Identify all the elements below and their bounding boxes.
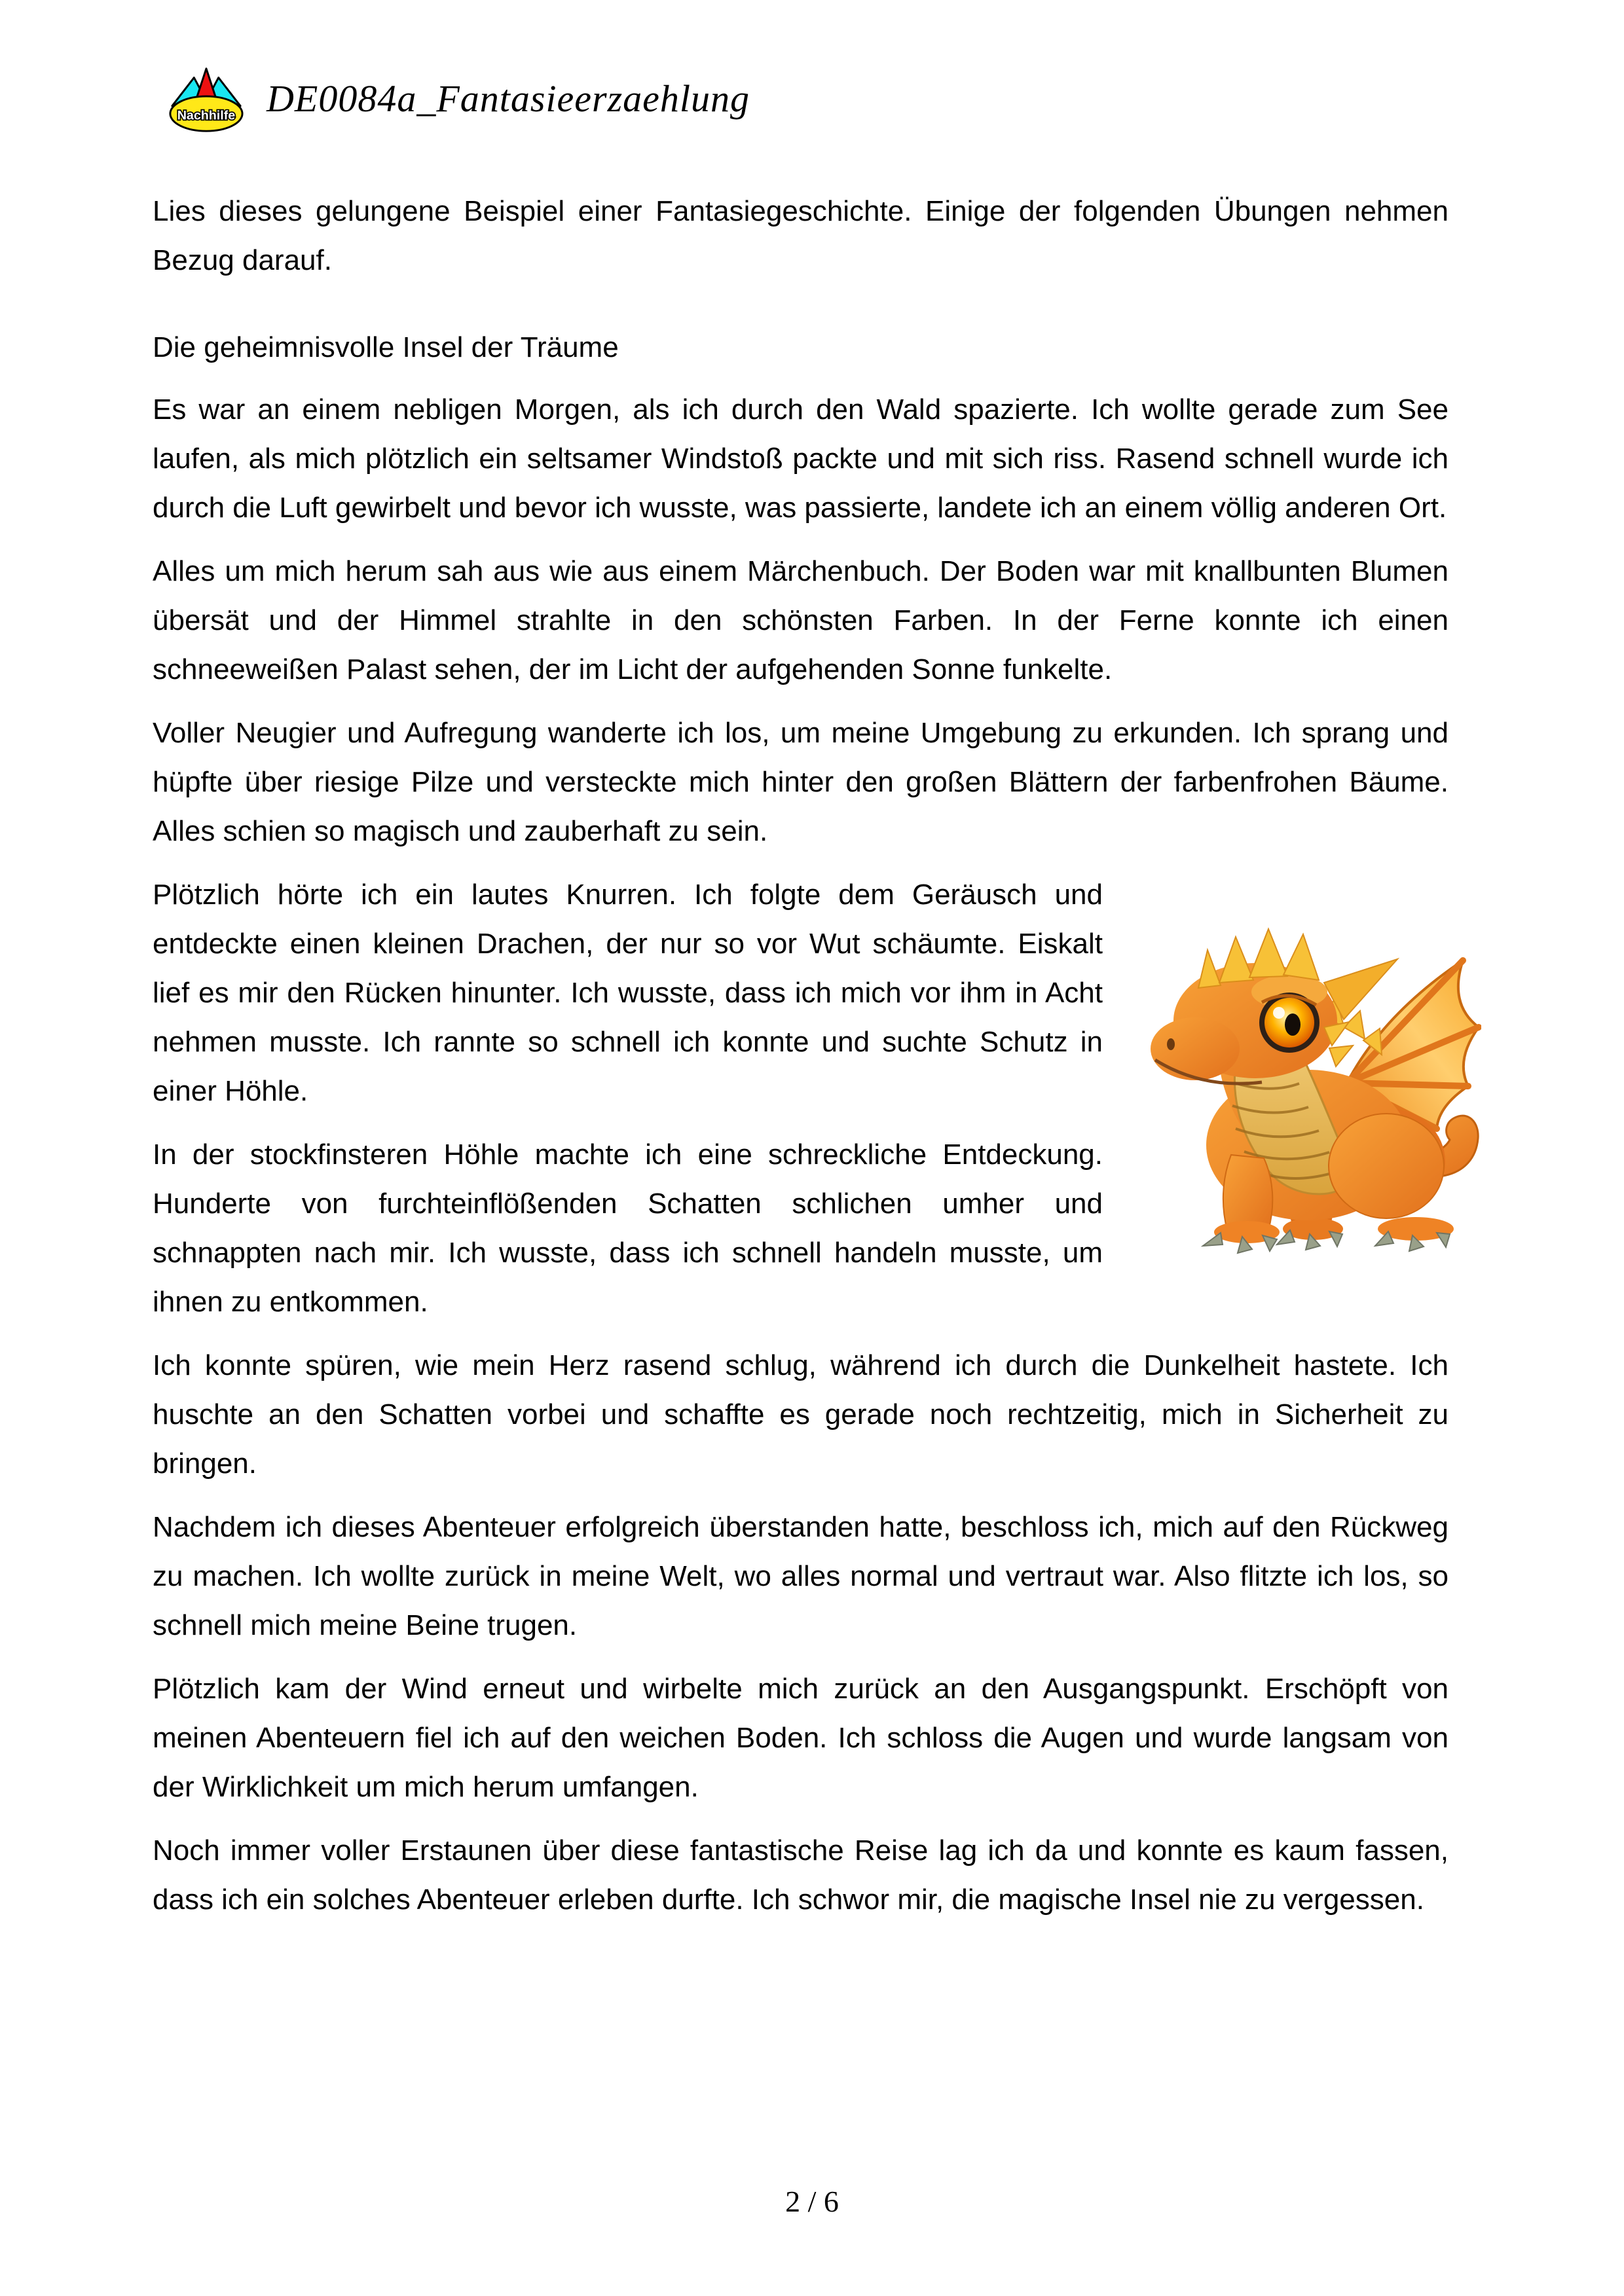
page-header — [167, 65, 1449, 123]
dragon-claws-far — [1277, 1230, 1342, 1250]
page-number: 2 / 6 — [785, 2185, 839, 2218]
intro-paragraph: Lies dieses gelungene Beispiel einer Fantasiegeschichte. Einige der folgenden Übungen nehmen Bezug darauf. — [153, 195, 1449, 276]
story-paragraph: Voller Neugier und Aufregung wanderte ich los, um meine Umgebung zu erkunden. Ich sprang und hüpfte über riesige Pilze und versteckte mich hinter den großen Blättern der farbenfrohen Bäume. Alles schien so magisch und zauberhaft zu sein. — [153, 717, 1449, 847]
story-paragraph: Plötzlich hörte ich ein lautes Knurren. Ich folgte dem Geräusch und entdeckte einen kleinen Drachen, der nur so vor Wut schäumte. Eiskalt lief es mir den Rücken hinunter. Ich wusste, dass ich mich vor ihm in Acht nehmen musste. Ich rannte so schnell ich konnte und suchte Schutz in einer Höhle. — [153, 879, 1103, 1107]
story-paragraph: In der stockfinsteren Höhle machte ich eine schreckliche Entdeckung. Hunderte von furchteinflößenden Schatten schlichen umher und schnappten nach mir. Ich wusste, dass ich schnell handeln musste, um ihnen zu entkommen. — [153, 1139, 1103, 1318]
story-paragraph: Noch immer voller Erstaunen über diese fantastische Reise lag ich da und konnte es kaum fassen, dass ich ein solches Abenteuer erleben durfte. Ich schwor mir, die magische Insel nie zu vergessen. — [153, 1834, 1449, 1916]
story-paragraph: Ich konnte spüren, wie mein Herz rasend schlug, während ich durch die Dunkelheit hastete. Ich huschte an den Schatten vorbei und schaffte es gerade noch rechtzeitig, mich in Sicherheit zu bringen. — [153, 1349, 1449, 1480]
text-with-illustration — [153, 870, 1449, 1341]
story-paragraph: Plötzlich kam der Wind erneut und wirbelte mich zurück an den Ausgangspunkt. Erschöpft von meinen Abenteuern fiel ich auf den weichen Boden. Ich schloss die Augen und wurde langsam von der Wirklichkeit um mich herum umfangen. — [153, 1673, 1449, 1803]
story-paragraph: Alles um mich herum sah aus wie aus einem Märchenbuch. Der Boden war mit knallbunten Blumen übersät und der Himmel strahlte in den schönsten Farben. In der Ferne konnte ich einen schneeweißen Palast sehen, der im Licht der aufgehenden Sonne funkelte. — [153, 555, 1449, 685]
story-content — [153, 187, 1449, 1939]
story-title: Die geheimnisvolle Insel der Träume — [153, 331, 619, 363]
logo-text: Nachhilfe — [177, 108, 236, 123]
page-footer — [0, 2184, 1624, 2219]
dragon-hind-thigh — [1329, 1114, 1444, 1218]
document-title: DE0084a_Fantasieerzaehlung — [267, 77, 750, 120]
dragon-image — [1128, 864, 1481, 1256]
dragon-front-leg — [1223, 1155, 1272, 1230]
dragon-nostril — [1167, 1038, 1175, 1050]
dragon-illustration — [1128, 864, 1481, 1256]
nachhilfe-logo — [167, 65, 244, 134]
dragon-eye — [1259, 993, 1320, 1053]
story-paragraph: Nachdem ich dieses Abenteuer erfolgreich überstanden hatte, beschloss ich, mich auf den Rückweg zu machen. Ich wollte zurück in meine Welt, wo alles normal und vertraut war. Also flitzte ich los, so schnell mich meine Beine trugen. — [153, 1511, 1449, 1641]
story-paragraph: Es war an einem nebligen Morgen, als ich durch den Wald spazierte. Ich wollte gerade zum See laufen, als mich plötzlich ein seltsamer Windstoß packte und mit sich riss. Rasend schnell wurde ich durch die Luft gewirbelt und bevor ich wusste, was passierte, landete ich an einem völlig anderen Ort. — [153, 393, 1449, 524]
